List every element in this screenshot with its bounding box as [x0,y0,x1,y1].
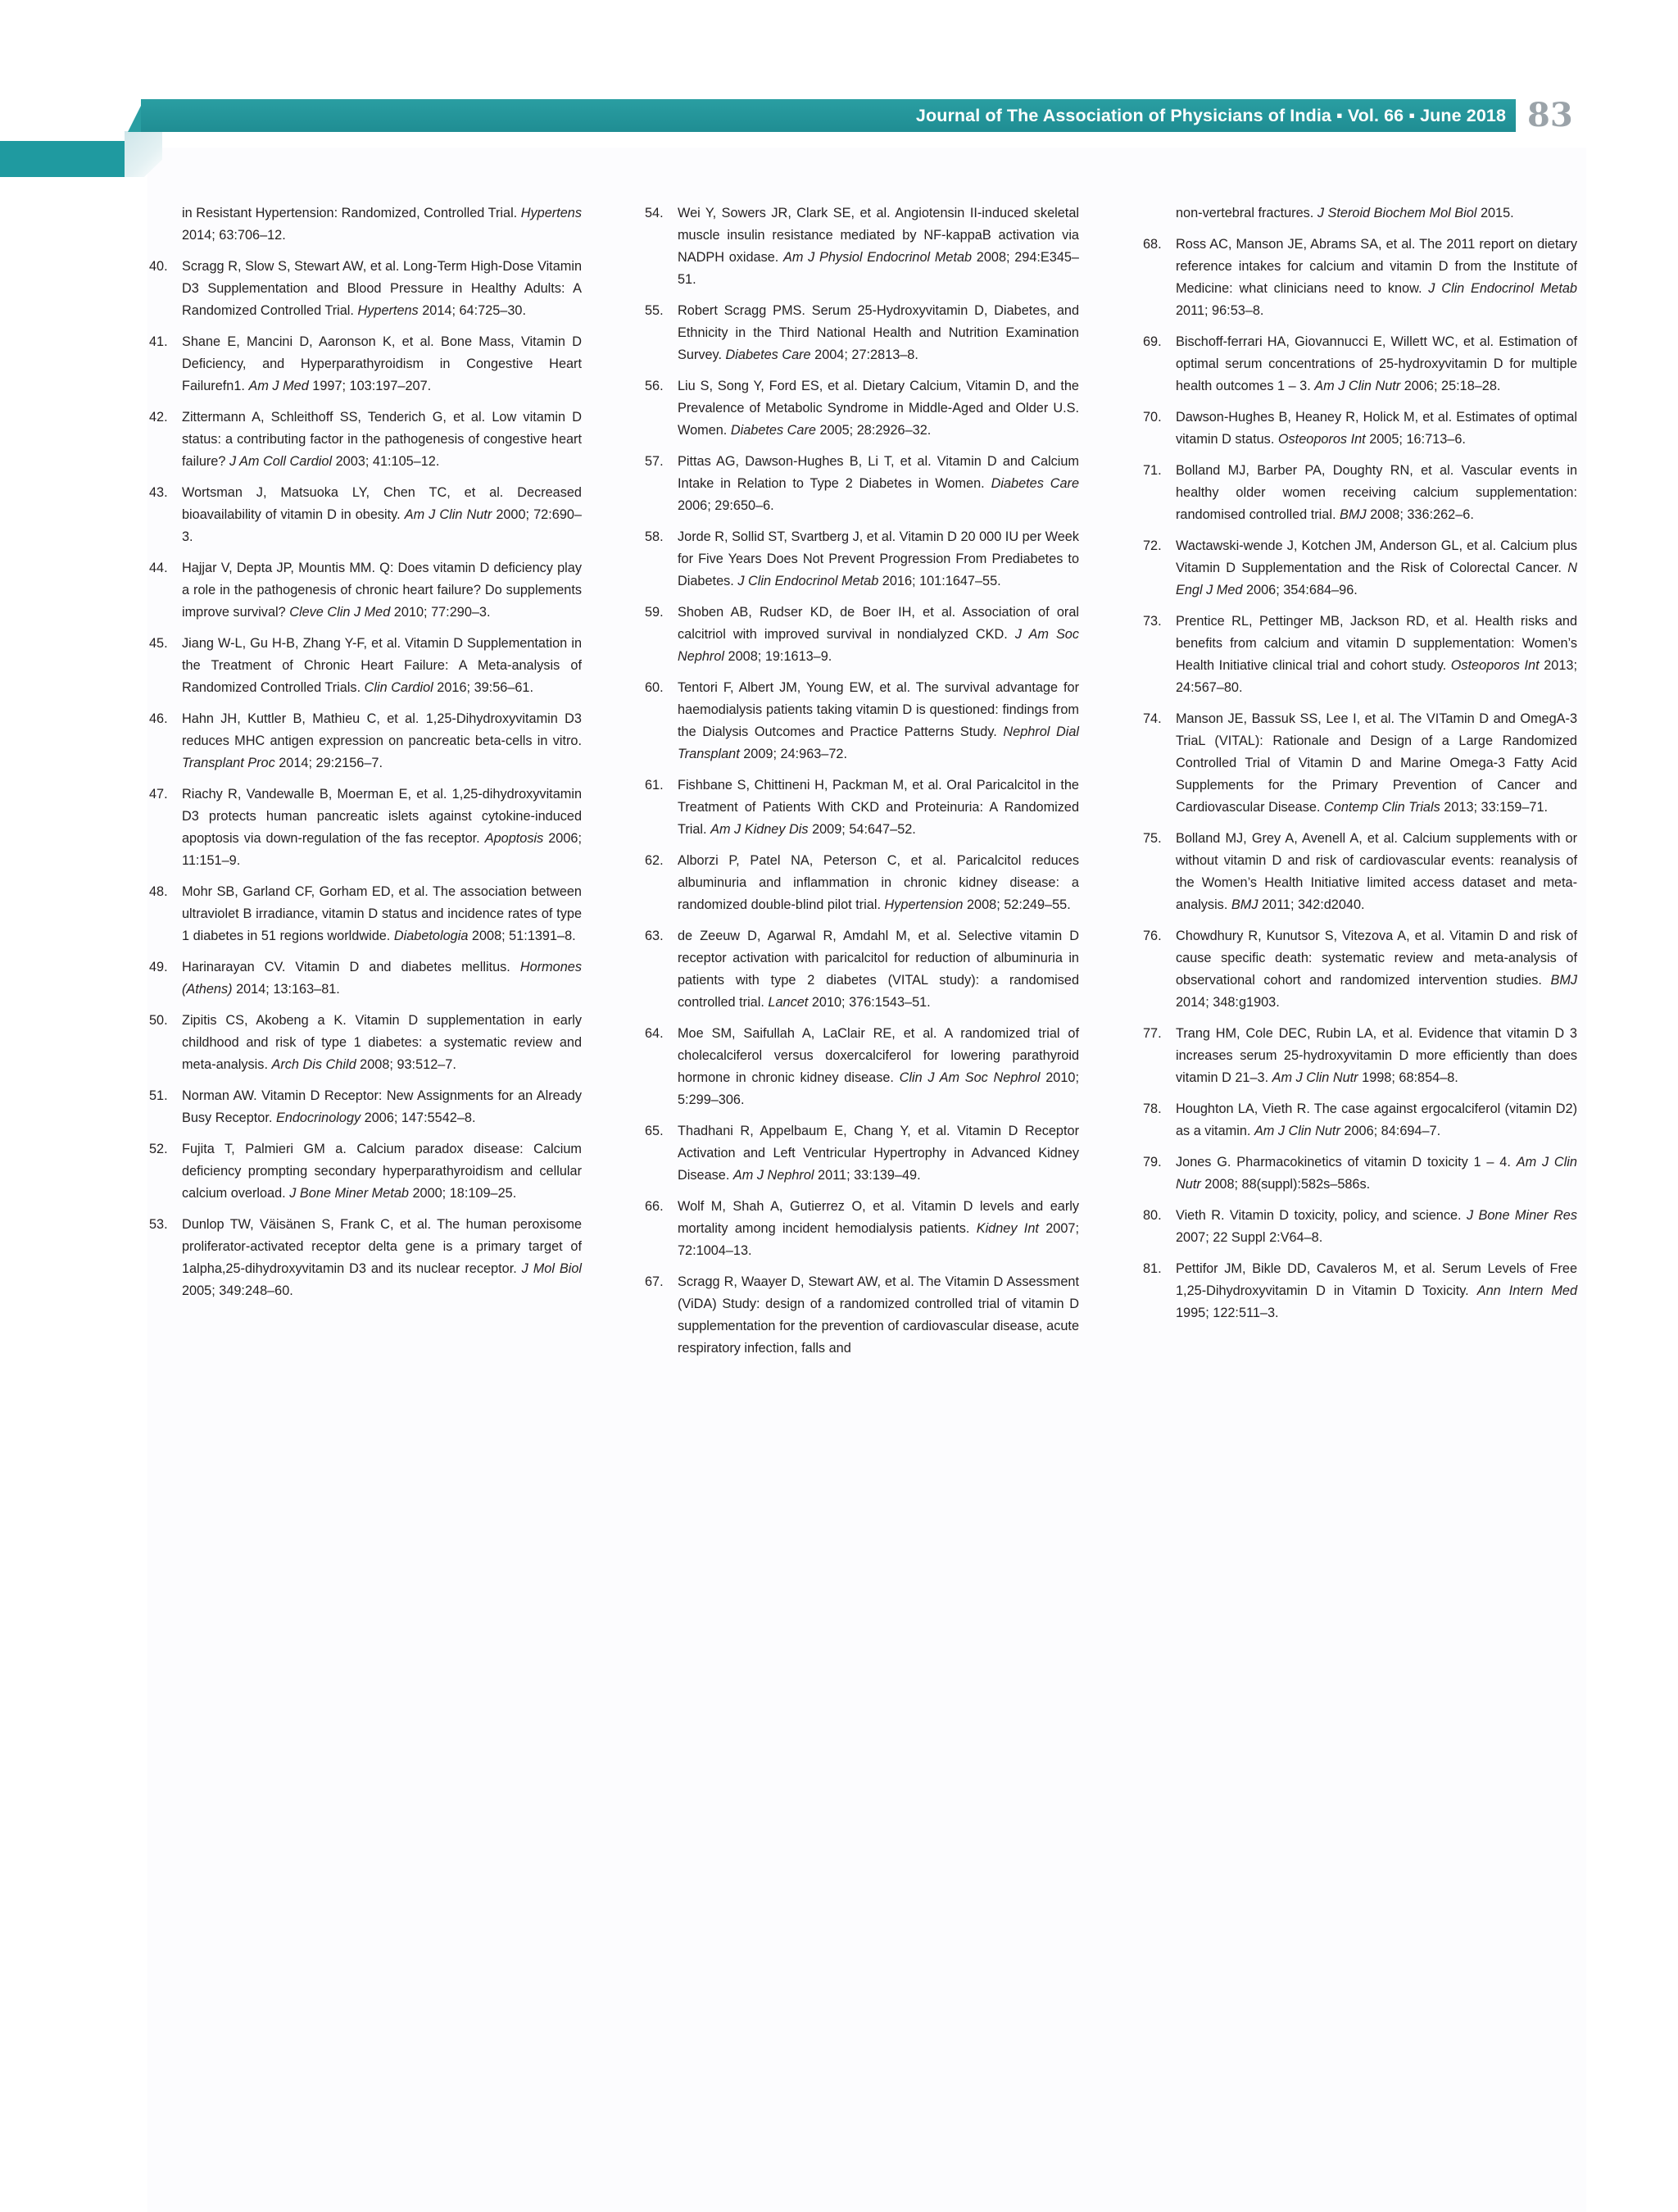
reference-citation: 2008; 93:512–7. [356,1057,456,1072]
reference-text: Moe SM, Saifullah A, LaClair RE, et al. A randomized trial of cholecalciferol versus doxercalciferol for lowering parathyroid hormone in chronic kidney disease. [678,1026,1079,1085]
reference-journal: J Mol Biol [521,1261,583,1276]
reference-citation: 1995; 122:511–3. [1176,1306,1279,1320]
reference-text: Jorde R, Sollid ST, Svartberg J, et al. Vitamin D 20 000 IU per Week for Five Years Does Not Prevent Progression From Prediabetes to Diabetes. [678,529,1079,588]
reference-entry [1143,611,1577,699]
reference-number: 63. [645,929,664,943]
reference-citation: 2014; 63:706–12. [182,228,286,243]
reference-text: Trang HM, Cole DEC, Rubin LA, et al. Evidence that vitamin D 3 increases serum 25-hydroxyvitamin D more efficiently than does vitamin D 21–3. [1176,1026,1577,1085]
reference-text: non-vertebral fractures. [1176,206,1314,220]
reference-number: 51. [149,1088,168,1103]
reference-entry [149,256,582,322]
reference-number: 71. [1143,463,1162,478]
reference-entry [1143,925,1577,1014]
reference-citation: 2003; 41:105–12. [332,454,440,469]
reference-journal: Am J Med [248,379,309,393]
reference-citation: 2011; 342:d2040. [1258,897,1365,912]
reference-entry [645,1023,1079,1111]
reference-number: 44. [149,561,168,575]
reference-citation: 2010; 376:1543–51. [808,995,931,1010]
reference-journal: Clin Cardiol [364,680,433,695]
reference-entry [149,1010,582,1076]
reference-text: Wactawski-wende J, Kotchen JM, Anderson GL, et al. Calcium plus Vitamin D Supplementation and the Risk of Colorectal Cancer. [1176,538,1577,575]
reference-number: 42. [149,410,168,425]
reference-text: Scragg R, Waayer D, Stewart AW, et al. The Vitamin D Assessment (ViDA) Study: design of a randomized controlled trial of vitamin D supplementation for the prevention of cardiovascular disease, acute respiratory infection, falls and [678,1274,1079,1356]
reference-number: 40. [149,259,168,274]
reference-journal: Apoptosis [484,831,544,846]
reference-journal: Am J Clin Nutr [1314,379,1401,393]
reference-journal: BMJ [1231,897,1258,912]
reference-entry [149,407,582,473]
reference-citation: 2016; 101:1647–55. [878,574,1001,588]
page-number: 83 [1527,96,1573,134]
reference-text: Jones G. Pharmacokinetics of vitamin D toxicity 1 – 4. [1176,1155,1511,1170]
reference-entry [645,375,1079,442]
reference-number: 68. [1143,237,1162,252]
reference-entry [149,956,582,1001]
reference-number: 64. [645,1026,664,1041]
reference-citation: 2006; 25:18–28. [1400,379,1501,393]
reference-number: 46. [149,711,168,726]
reference-text: Jiang W-L, Gu H-B, Zhang Y-F, et al. Vitamin D Supplementation in the Treatment of Chronic Heart Failure: A Meta-analysis of Randomized Controlled Trials. [182,636,582,695]
reference-journal: Kidney Int [976,1221,1039,1236]
reference-journal: J Bone Miner Metab [289,1186,409,1201]
reference-journal: Hypertens [357,303,419,318]
reference-journal: Am J Clin Nutr [1254,1124,1340,1138]
reference-number: 74. [1143,711,1162,726]
reference-entry [149,1085,582,1129]
reference-text: in Resistant Hypertension: Randomized, Controlled Trial. [182,206,518,220]
reference-text: Houghton LA, Vieth R. The case against ergocalciferol (vitamin D2) as a vitamin. [1176,1101,1577,1138]
reference-journal: Am J Clin Nutr [1272,1070,1358,1085]
reference-text: Riachy R, Vandewalle B, Moerman E, et al. 1,25-dihydroxyvitamin D3 protects human pancreatic islets against cytokine-induced apoptosis via down-regulation of the fas receptor. [182,787,582,846]
reference-number: 73. [1143,614,1162,629]
reference-text: Robert Scragg PMS. Serum 25-Hydroxyvitamin D, Diabetes, and Ethnicity in the Third National Health and Nutrition Examination Survey. [678,303,1079,362]
reference-journal: Transplant Proc [182,756,275,770]
reference-citation: 1997; 103:197–207. [308,379,432,393]
reference-number: 67. [645,1274,664,1289]
reference-journal: Arch Dis Child [271,1057,356,1072]
reference-citation: 2008; 336:262–6. [1366,507,1474,522]
reference-number: 43. [149,485,168,500]
reference-journal: Am J Clin Nutr [1176,1155,1577,1192]
reference-journal: Contemp Clin Trials [1324,800,1440,815]
references-column-3 [1143,202,1577,1333]
reference-citation: 2005; 16:713–6. [1365,432,1466,447]
reference-number: 78. [1143,1101,1162,1116]
reference-number: 55. [645,303,664,318]
reference-number: 48. [149,884,168,899]
reference-citation: 2008; 88(suppl):582s–586s. [1200,1177,1371,1192]
reference-citation: 2013; 33:159–71. [1440,800,1549,815]
reference-citation: 2007; 22 Suppl 2:V64–8. [1176,1230,1323,1245]
reference-entry [645,526,1079,593]
reference-journal: Hypertension [884,897,964,912]
reference-number: 52. [149,1142,168,1156]
reference-citation: 2014; 29:2156–7. [274,756,383,770]
reference-citation: 2010; 77:290–3. [390,605,491,620]
reference-entry [645,300,1079,366]
reference-number: 72. [1143,538,1162,553]
reference-journal: Diabetes Care [725,347,811,362]
reference-entry [1143,828,1577,916]
reference-number: 61. [645,778,664,793]
reference-number: 47. [149,787,168,802]
journal-running-head: Journal of The Association of Physicians of India ▪ Vol. 66 ▪ June 2018 [915,106,1506,125]
reference-text: Fishbane S, Chittineni H, Packman M, et al. Oral Paricalcitol in the Treatment of Patients With CKD and Proteinuria: A Randomized Trial. [678,778,1079,837]
reference-entry [149,881,582,947]
reference-journal: Ann Intern Med [1476,1283,1577,1298]
reference-text: Prentice RL, Pettinger MB, Jackson RD, et al. Health risks and benefits from calcium and vitamin D supplementation: Women’s Health Initiative clinical trial and cohort study. [1176,614,1577,673]
reference-journal: Osteoporos Int [1450,658,1540,673]
reference-text: Fujita T, Palmieri GM a. Calcium paradox disease: Calcium deficiency prompting secondary hyperparathyroidism and cellular calcium overload. [182,1142,582,1201]
reference-text: Vieth R. Vitamin D toxicity, policy, and science. [1176,1208,1462,1223]
reference-journal: J Clin Endocrinol Metab [1428,281,1577,296]
reference-citation: 2000; 72:690–3. [182,507,582,544]
reference-journal: Am J Physiol Endocrinol Metab [783,250,973,265]
reference-text: Mohr SB, Garland CF, Gorham ED, et al. The association between ultraviolet B irradiance, vitamin D status and incidence rates of type 1 diabetes in 51 regions worldwide. [182,884,582,943]
reference-text: Pittas AG, Dawson-Hughes B, Li T, et al. Vitamin D and Calcium Intake in Relation to Type 2 Diabetes in Women. [678,454,1079,491]
reference-citation: 2015. [1476,206,1514,220]
reference-text: Shane E, Mancini D, Aaronson K, et al. Bone Mass, Vitamin D Deficiency, and Hyperparathyroidism in Congestive Heart Failurefn1. [182,334,582,393]
reference-text: Wei Y, Sowers JR, Clark SE, et al. Angiotensin II-induced skeletal muscle insulin resistance mediated by NF-kappaB activation via NADPH oxidase. [678,206,1079,265]
reference-journal: Hormones (Athens) [182,960,582,997]
reference-entry [1143,1023,1577,1089]
reference-citation: 2009; 54:647–52. [808,822,916,837]
references-column-1 [149,202,582,1311]
reference-number: 62. [645,853,664,868]
references-column-2 [645,202,1079,1369]
reference-entry [645,774,1079,841]
reference-entry [645,1120,1079,1187]
reference-number: 77. [1143,1026,1162,1041]
reference-entry [1143,1258,1577,1324]
reference-text: Zittermann A, Schleithoff SS, Tenderich G, et al. Low vitamin D status: a contributing factor in the pathogenesis of congestive heart failure? [182,410,582,469]
reference-citation: 2013; 24:567–80. [1176,658,1577,695]
reference-entry [149,633,582,699]
reference-text: Hahn JH, Kuttler B, Mathieu C, et al. 1,25-Dihydroxyvitamin D3 reduces MHC antigen expression on pancreatic beta-cells in vitro. [182,711,582,748]
reference-text: Chowdhury R, Kunutsor S, Vitezova A, et al. Vitamin D and risk of cause specific death: systematic review and meta-analysis of observational cohort and randomized intervention studies. [1176,929,1577,988]
reference-journal: Diabetes Care [991,476,1080,491]
reference-number: 66. [645,1199,664,1214]
reference-entry [149,202,582,247]
reference-journal: BMJ [1340,507,1367,522]
reference-citation: 2014; 64:725–30. [418,303,526,318]
reference-number: 41. [149,334,168,349]
reference-text: Tentori F, Albert JM, Young EW, et al. The survival advantage for haemodialysis patients taking vitamin D is questioned: findings from the Dialysis Outcomes and Practice Patterns Study. [678,680,1079,739]
reference-text: Bolland MJ, Grey A, Avenell A, et al. Calcium supplements with or without vitamin D and risk of cardiovascular events: reanalysis of the Women’s Health Initiative limited access dataset and meta-analysis. [1176,831,1577,912]
reference-citation: 2016; 39:56–61. [433,680,534,695]
reference-journal: BMJ [1550,973,1578,988]
reference-citation: 2011; 96:53–8. [1176,303,1264,318]
reference-number: 60. [645,680,664,695]
reference-citation: 2006; 11:151–9. [182,831,582,868]
reference-journal: Osteoporos Int [1277,432,1366,447]
reference-citation: 2008; 19:1613–9. [724,649,832,664]
reference-entry [1143,331,1577,397]
reference-citation: 2000; 18:109–25. [408,1186,517,1201]
reference-number: 81. [1143,1261,1162,1276]
reference-entry [1143,1151,1577,1196]
reference-text: Alborzi P, Patel NA, Peterson C, et al. Paricalcitol reduces albuminuria and inflammation in chronic kidney disease: a randomized double-blind pilot trial. [678,853,1079,912]
reference-entry [645,850,1079,916]
reference-journal: J Steroid Biochem Mol Biol [1317,206,1477,220]
reference-journal: J Clin Endocrinol Metab [737,574,879,588]
reference-text: Liu S, Song Y, Ford ES, et al. Dietary Calcium, Vitamin D, and the Prevalence of Metabolic Syndrome in Middle-Aged and Older U.S. Women. [678,379,1079,438]
reference-entry [149,708,582,774]
reference-journal: J Am Soc Nephrol [678,627,1080,664]
reference-entry [1143,535,1577,602]
reference-citation: 2008; 51:1391–8. [468,929,576,943]
reference-citation: 2006; 147:5542–8. [361,1111,476,1125]
reference-number: 58. [645,529,664,544]
reference-citation: 2014; 348:g1903. [1176,995,1280,1010]
reference-number: 59. [645,605,664,620]
reference-journal: Clin J Am Soc Nephrol [899,1070,1041,1085]
reference-text: Bolland MJ, Barber PA, Doughty RN, et al. Vascular events in healthy older women receiving calcium supplementation: randomised controlled trial. [1176,463,1577,522]
reference-number: 80. [1143,1208,1162,1223]
reference-text: Shoben AB, Rudser KD, de Boer IH, et al. Association of oral calcitriol with improved survival in nondialyzed CKD. [678,605,1079,642]
reference-journal: Endocrinology [275,1111,361,1125]
reference-journal: Lancet [768,995,809,1010]
reference-text: Scragg R, Slow S, Stewart AW, et al. Long-Term High-Dose Vitamin D3 Supplementation and Blood Pressure in Healthy Adults: A Randomized Controlled Trial. [182,259,582,318]
reference-entry [1143,407,1577,451]
reference-citation: 2005; 28:2926–32. [815,423,932,438]
reference-text: Zipitis CS, Akobeng a K. Vitamin D supplementation in early childhood and risk of type 1 diabetes: a systematic review and meta-analysis. [182,1013,582,1072]
reference-text: Wolf M, Shah A, Gutierrez O, et al. Vitamin D levels and early mortality among incident hemodialysis patients. [678,1199,1079,1236]
reference-entry [645,1196,1079,1262]
reference-citation: 2008; 52:249–55. [963,897,1071,912]
reference-journal: Am J Kidney Dis [710,822,809,837]
reference-entry [149,1214,582,1302]
reference-journal: Cleve Clin J Med [289,605,391,620]
reference-entry [149,557,582,624]
reference-journal: Hypertens [520,206,582,220]
reference-text: Thadhani R, Appelbaum E, Chang Y, et al. Vitamin D Receptor Activation and Left Ventricular Hypertrophy in Advanced Kidney Disease. [678,1124,1079,1183]
reference-citation: 2011; 33:139–49. [814,1168,921,1183]
reference-entry [1143,202,1577,225]
reference-entry [645,202,1079,291]
reference-journal: J Am Coll Cardiol [229,454,333,469]
reference-entry [645,451,1079,517]
reference-number: 75. [1143,831,1162,846]
reference-journal: Nephrol Dial Transplant [678,724,1079,761]
reference-number: 45. [149,636,168,651]
reference-number: 54. [645,206,664,220]
reference-journal: N Engl J Med [1176,561,1578,597]
reference-number: 70. [1143,410,1162,425]
reference-journal: Am J Clin Nutr [404,507,492,522]
reference-text: de Zeeuw D, Agarwal R, Amdahl M, et al. Selective vitamin D receptor activation with paricalcitol for reduction of albuminuria in patients with type 2 diabetes (VITAL study): a randomised controlled trial. [678,929,1079,1010]
reference-entry [645,1271,1079,1360]
reference-number: 79. [1143,1155,1162,1170]
reference-citation: 2006; 84:694–7. [1340,1124,1441,1138]
reference-journal: Am J Nephrol [732,1168,814,1183]
reference-entry [1143,234,1577,322]
reference-citation: 2007; 72:1004–13. [678,1221,1079,1258]
reference-journal: Diabetologia [393,929,469,943]
reference-text: Hajjar V, Depta JP, Mountis MM. Q: Does vitamin D deficiency play a role in the pathogenesis of chronic heart failure? Do supplements improve survival? [182,561,582,620]
reference-citation: 1998; 68:854–8. [1358,1070,1458,1085]
reference-text: Dunlop TW, Väisänen S, Frank C, et al. The human peroxisome proliferator-activated receptor delta gene is a primary target of 1alpha,25-dihydroxyvitamin D3 and its nuclear receptor. [182,1217,582,1276]
reference-entry [149,482,582,548]
reference-text: Ross AC, Manson JE, Abrams SA, et al. The 2011 report on dietary reference intakes for calcium and vitamin D from the Institute of Medicine: what clinicians need to know. [1176,237,1577,296]
reference-journal: Diabetes Care [730,423,816,438]
reference-number: 69. [1143,334,1162,349]
reference-number: 65. [645,1124,664,1138]
reference-entry [645,602,1079,668]
reference-text: Harinarayan CV. Vitamin D and diabetes mellitus. [182,960,510,974]
reference-text: Pettifor JM, Bikle DD, Cavaleros M, et al. Serum Levels of Free 1,25-Dihydroxyvitamin D in Vitamin D Toxicity. [1176,1261,1577,1298]
reference-citation: 2006; 354:684–96. [1242,583,1358,597]
reference-number: 53. [149,1217,168,1232]
reference-number: 57. [645,454,664,469]
reference-number: 56. [645,379,664,393]
reference-entry [149,331,582,397]
reference-entry [149,1138,582,1205]
reference-citation: 2006; 29:650–6. [678,498,774,513]
reference-entry [1143,708,1577,819]
reference-citation: 2004; 27:2813–8. [810,347,918,362]
reference-number: 49. [149,960,168,974]
reference-text: Dawson-Hughes B, Heaney R, Holick M, et al. Estimates of optimal vitamin D status. [1176,410,1577,447]
reference-number: 76. [1143,929,1162,943]
reference-text: Bischoff-ferrari HA, Giovannucci E, Willett WC, et al. Estimation of optimal serum concentrations of 25-hydroxyvitamin D for multiple health outcomes 1 – 3. [1176,334,1577,393]
reference-entry [1143,1205,1577,1249]
reference-text: Manson JE, Bassuk SS, Lee I, et al. The VITamin D and OmegA-3 TriaL (VITAL): Rationale and Design of a Large Randomized Controlled Trial of Vitamin D and Marine Omega-3 Fatty Acid Supplements for the Primary Prevention of Cancer and Cardiovascular Disease. [1176,711,1577,815]
reference-number: 50. [149,1013,168,1028]
reference-text: Norman AW. Vitamin D Receptor: New Assignments for an Already Busy Receptor. [182,1088,582,1125]
side-accent-tab [0,141,125,177]
reference-entry [1143,1098,1577,1142]
reference-citation: 2008; 294:E345–51. [678,250,1079,287]
reference-text: Wortsman J, Matsuoka LY, Chen TC, et al. Decreased bioavailability of vitamin D in obesity. [182,485,582,522]
reference-citation: 2009; 24:963–72. [739,747,847,761]
reference-entry [645,925,1079,1014]
reference-entry [149,784,582,872]
reference-entry [1143,460,1577,526]
reference-entry [645,677,1079,765]
reference-journal: J Bone Miner Res [1466,1208,1577,1223]
reference-citation: 2014; 13:163–81. [232,982,340,997]
reference-citation: 2010; 5:299–306. [678,1070,1079,1107]
reference-citation: 2005; 349:248–60. [182,1283,293,1298]
